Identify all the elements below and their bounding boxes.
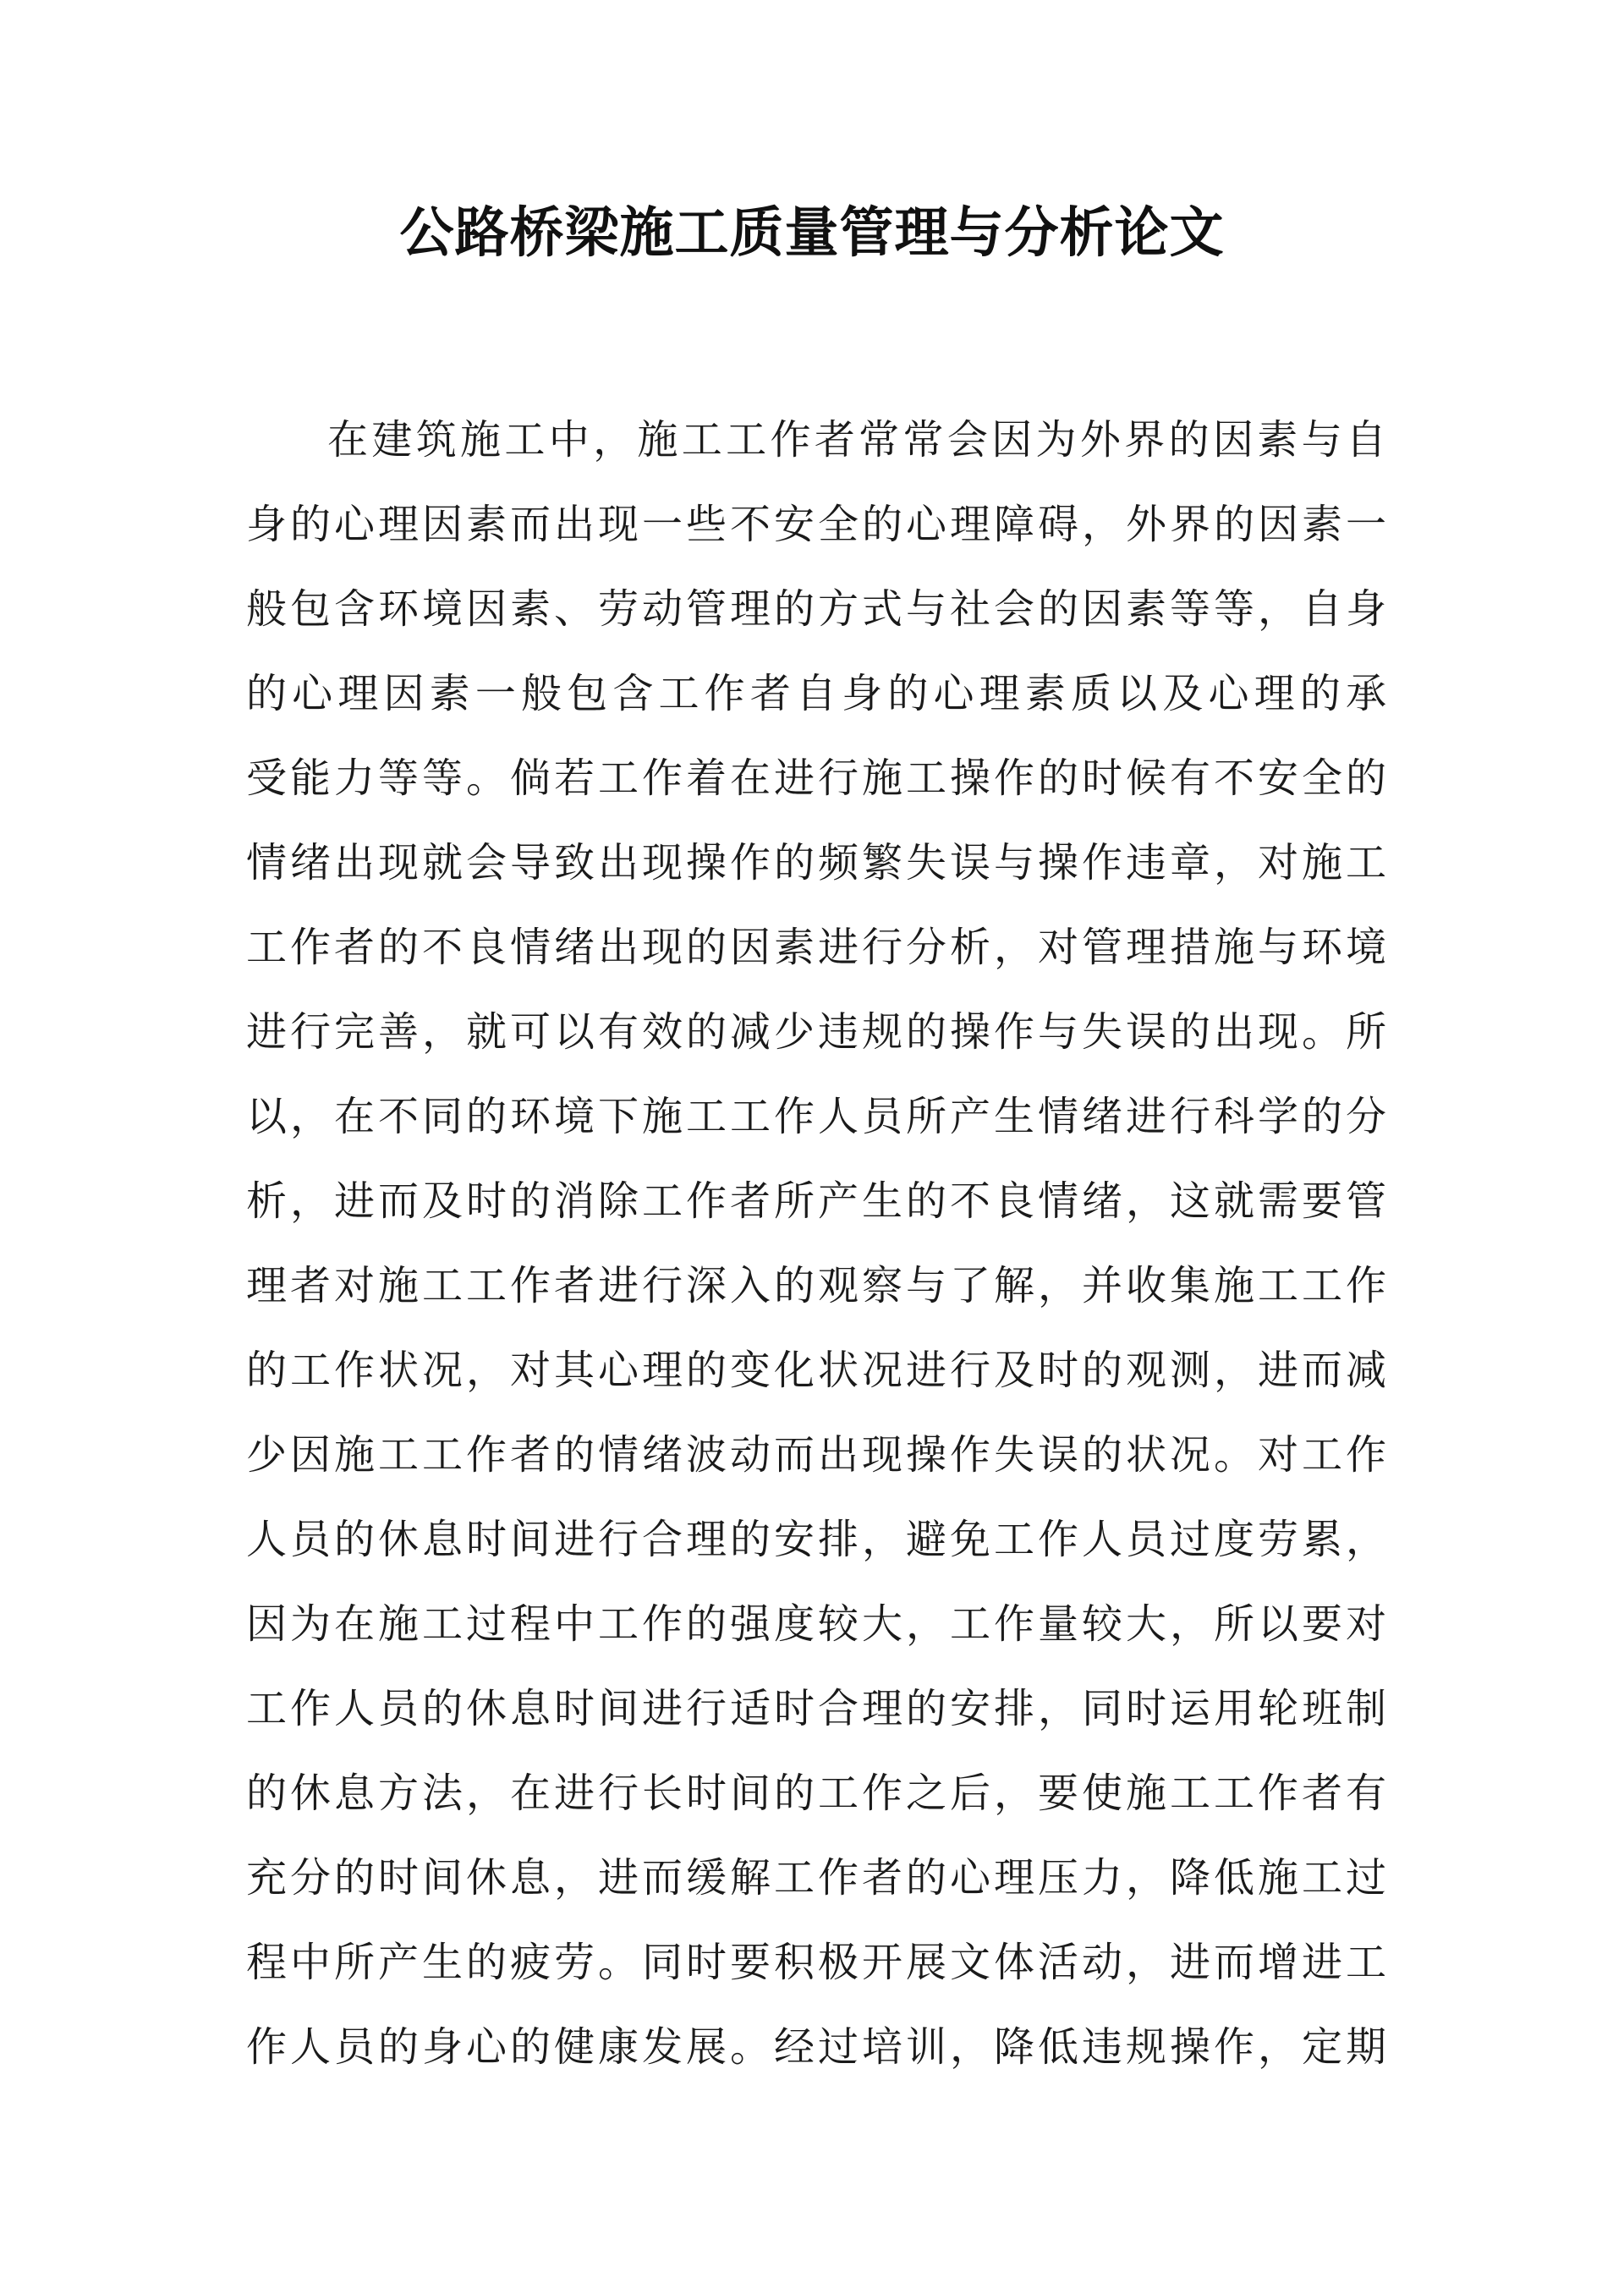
text-line: 作人员的身心的健康发展。经过培训，降低违规操作，定期 — [246, 2023, 1386, 2071]
text-line: 般包含环境因素、劳动管理的方式与社会的因素等等，自身 — [246, 585, 1386, 633]
text-line: 析，进而及时的消除工作者所产生的不良情绪，这就需要管 — [246, 1177, 1386, 1225]
text-line: 少因施工工作者的情绪波动而出现操作失误的状况。对工作 — [246, 1431, 1386, 1479]
text-line: 人员的休息时间进行合理的安排，避免工作人员过度劳累， — [246, 1516, 1386, 1563]
text-line: 的心理因素一般包含工作者自身的心理素质以及心理的承 — [246, 670, 1386, 717]
document-title: 公路桥梁施工质量管理与分析论文 — [399, 202, 1225, 265]
text-line: 受能力等等。倘若工作着在进行施工操作的时候有不安全的 — [246, 755, 1386, 802]
body-paragraph — [246, 398, 1386, 2089]
text-line: 因为在施工过程中工作的强度较大，工作量较大，所以要对 — [246, 1600, 1386, 1648]
text-line: 情绪出现就会导致出现操作的频繁失误与操作违章，对施工 — [246, 839, 1386, 886]
text-line: 工作人员的休息时间进行适时合理的安排，同时运用轮班制 — [246, 1685, 1386, 1732]
text-line: 身的心理因素而出现一些不安全的心理障碍，外界的因素一 — [246, 501, 1386, 548]
text-line: 工作者的不良情绪出现的因素进行分析，对管理措施与环境 — [246, 924, 1386, 971]
text-line: 理者对施工工作者进行深入的观察与了解，并收集施工工作 — [246, 1262, 1386, 1309]
text-line: 的工作状况，对其心理的变化状况进行及时的观测，进而减 — [246, 1347, 1386, 1394]
text-line: 以，在不同的环境下施工工作人员所产生情绪进行科学的分 — [246, 1093, 1386, 1140]
text-line: 的休息方法，在进行长时间的工作之后，要使施工工作者有 — [246, 1770, 1386, 1817]
text-line: 程中所产生的疲劳。同时要积极开展文体活动，进而增进工 — [246, 1939, 1386, 1986]
text-line: 进行完善，就可以有效的减少违规的操作与失误的出现。所 — [246, 1008, 1386, 1056]
text-line: 充分的时间休息，进而缓解工作者的心理压力，降低施工过 — [246, 1854, 1386, 1902]
text-line: 在建筑施工中，施工工作者常常会因为外界的因素与自 — [327, 416, 1386, 464]
